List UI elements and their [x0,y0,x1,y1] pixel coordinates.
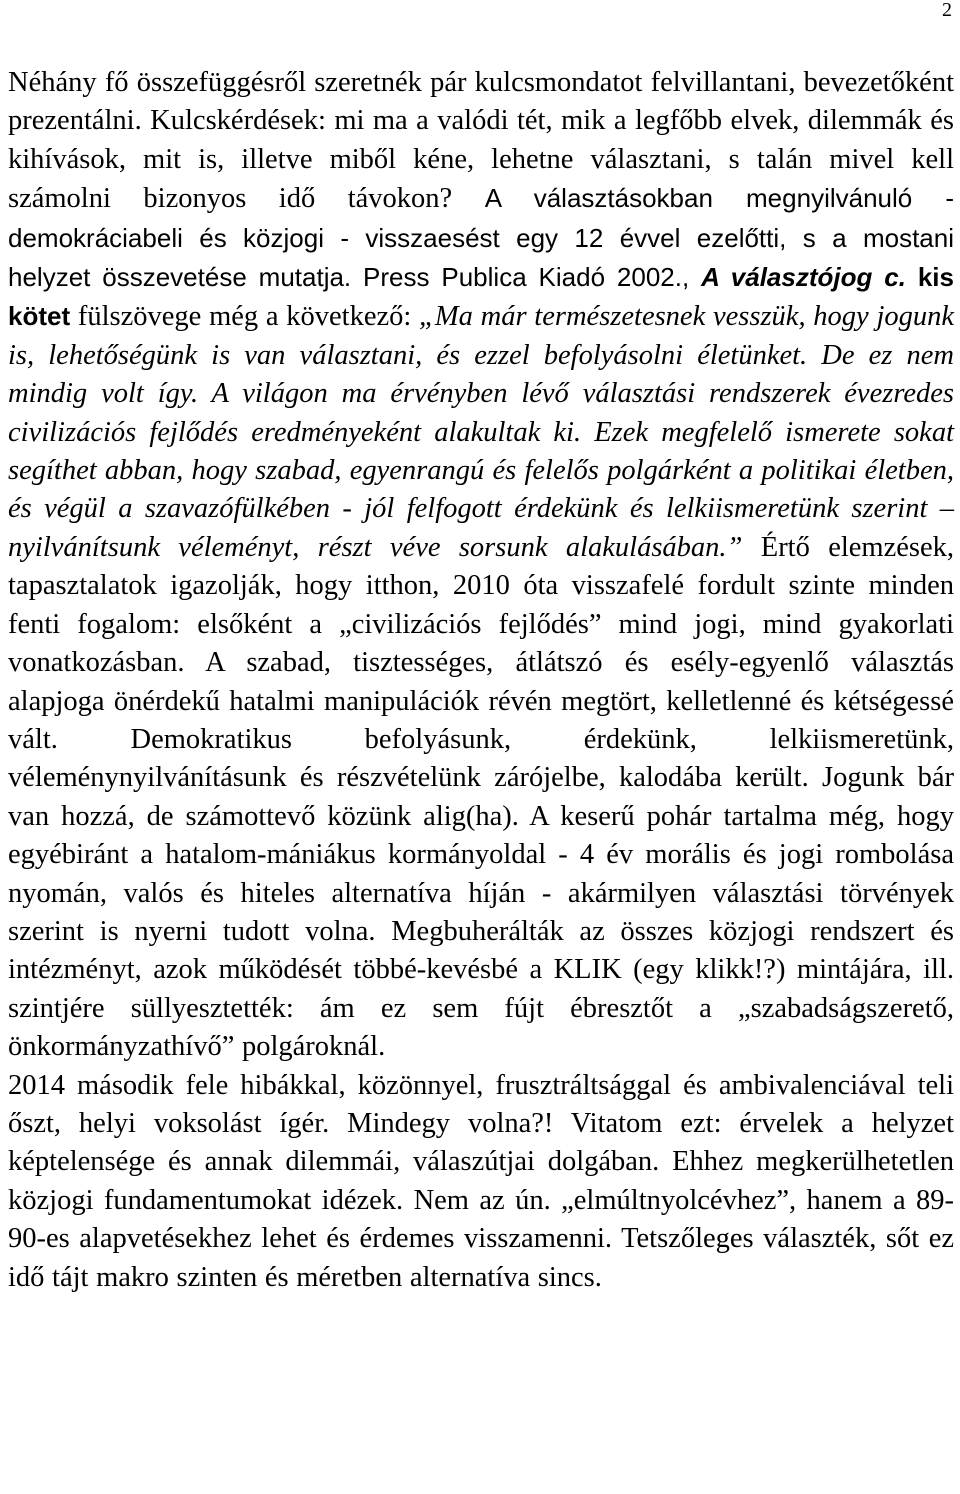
book-title-suffix: kis kötet [8,262,954,332]
election-comparison-text: A választásokban megnyilvánuló - demokráciabeli és közjogi - visszaesést egy 12 évvel ezelőtti, s a mostani helyzet összevetése mutatja. Press Publica Kiadó 2002., [8,183,954,293]
quote-text: Ma már természetesnek vesszük, hogy jogunk is, lehetőségünk is van választani, és ezzel befolyásolni életünket. De ez nem mindig volt így. A világon ma érvényben lévő választási rendszerek évezredes civilizációs fejlődés eredményeként alakultak ki. Ezek megfelelő ismerete sokat segíthet abban, hogy szabad, egyenrangú és felelős polgárként a politikai életben, és végül a szavazófülkében - jól felfogott érdekünk és lelkiismeretünk szerint – nyilvánítsunk véleményt, részt véve sorsunk alakulásában. [8,301,955,563]
blurb-quote [8,301,954,562]
paragraph-1 [8,64,954,1067]
book-title: A választójog c. [701,262,906,293]
quote-close-mark: ” [726,531,743,563]
quote-open-mark: „ [419,301,435,333]
blurb-intro: fülszövege még a következő: [77,301,412,333]
analysis-text: Értő elemzések, tapasztalatok igazolják, hogy itthon, 2010 óta visszafelé fordult szinte minden fenti fogalom: elsőként a „civilizációs fejlődés” mind jogi, mind gyakorlati vonatkozásban. A szabad, tisztességes, átlátszó és esély-egyenlő választás alapjoga önérdekű hatalmi manipulációk révén megtört, kelletlenné és kétségessé vált. Demokratikus befolyásunk, érdekünk, lelkiismeretünk, véleménynyilvánításunk és részvételünk zárójelbe, kalodába került. Jogunk bár van hozzá, de számottevő közünk alig(ha). A keserű pohár tartalma még, hogy egyébiránt a hatalom-mániákus kormányoldal - 4 év morális és jogi rombolása nyomán, valós és hiteles alternatíva híján - akármilyen választási törvények szerint is nyerni tudott volna. Megbuherálták az összes közjogi rendszert és intézményt, azok működését többé-kevésbé a KLIK (egy klikk!?) mintájára, ill. szintjére süllyesztették: ám ez sem fújt ébresztőt a „szabadságszerető, önkormányzathívő” polgároknál. [8,531,954,1063]
intro-sentences: Néhány fő összefüggésről szeretnék pár kulcsmondatot felvillantani, bevezetőként prezentálni. Kulcskérdések: mi ma a valódi tét, mik a legfőbb elvek, dilemmák és kihívások, mit is, illetve miből kéne, lehetne választani, s talán mivel kell számolni bizonyos idő távokon? [8,67,954,215]
page-number: 2 [942,0,952,21]
paragraph-2: 2014 második fele hibákkal, közönnyel, frusztráltsággal és ambivalenciával teli őszt, helyi voksolást ígér. Mindegy volna?! Vitatom ezt: érvelek a helyzet képtelensége és annak dilemmái, válaszútjai dolgában. Ehhez megkerülhetetlen közjogi fundamentumokat idézek. Nem az ún. „elmúltnyolcévhez”, hanem a 89-90-es alapvetésekhez lehet és érdemes visszamenni. Tetszőleges választék, sőt ez idő tájt makro szinten és méretben alternatíva sincs. [8,1069,954,1293]
